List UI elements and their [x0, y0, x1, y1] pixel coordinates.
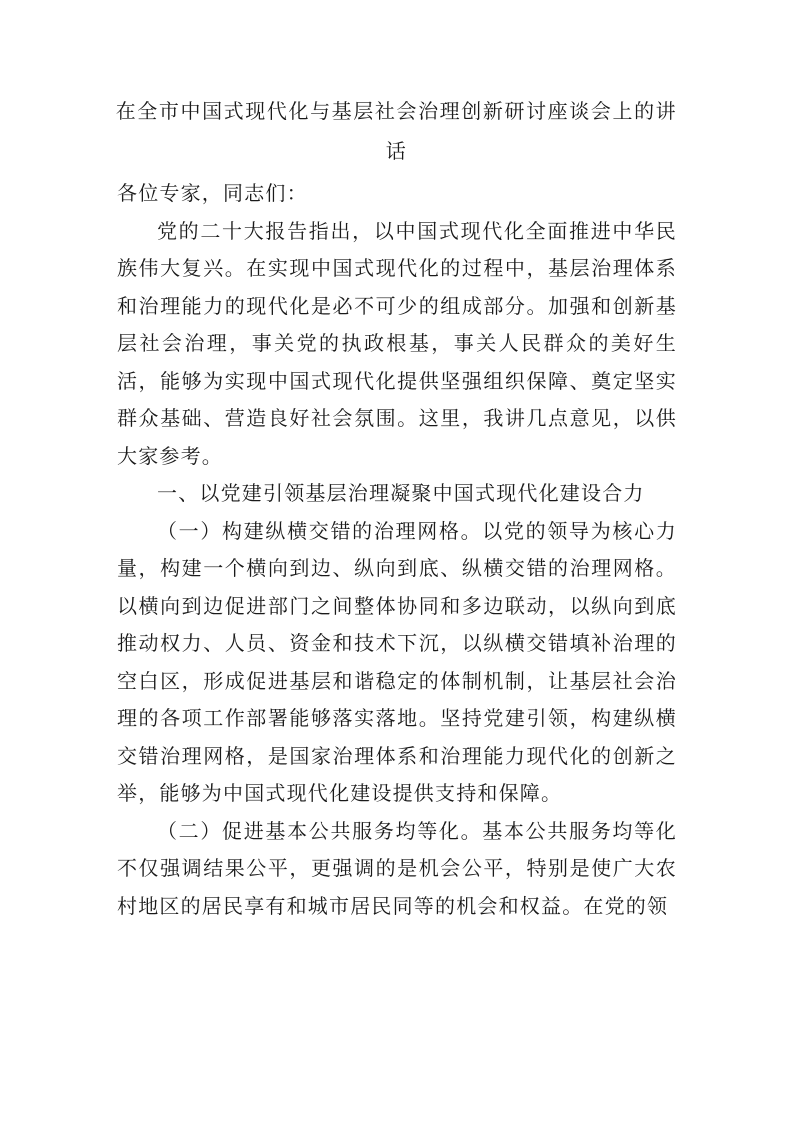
document-body: [117, 175, 677, 925]
subsection-paragraph-2: （二）促进基本公共服务均等化。基本公共服务均等化不仅强调结果公平，更强调的是机会公平，特别是使广大农村地区的居民享有和城市居民同等的机会和权益。在党的领: [117, 818, 677, 918]
section-heading: 一、以党建引领基层治理凝聚中国式现代化建设合力: [157, 481, 645, 505]
document-title: 在全市中国式现代化与基层社会治理创新研讨座谈会上的讲话: [115, 99, 678, 163]
salutation: 各位专家，同志们：: [117, 181, 308, 205]
intro-paragraph: 党的二十大报告指出，以中国式现代化全面推进中华民族伟大复兴。在实现中国式现代化的过程中，基层治理体系和治理能力的现代化是必不可少的组成部分。加强和创新基层社会治理，事关党的执政根基，事关人民群众的美好生活，能够为实现中国式现代化提供坚强组织保障、奠定坚实群众基础、营造良好社会氛围。这里，我讲几点意见，以供大家参考。: [117, 218, 677, 468]
subsection-paragraph-1: （一）构建纵横交错的治理网格。以党的领导为核心力量，构建一个横向到边、纵向到底、纵横交错的治理网格。以横向到边促进部门之间整体协同和多边联动，以纵向到底推动权力、人员、资金和技术下沉，以纵横交错填补治理的空白区，形成促进基层和谐稳定的体制机制，让基层社会治理的各项工作部署能够落实落地。坚持党建引领，构建纵横交错治理网格，是国家治理体系和治理能力现代化的创新之举，能够为中国式现代化建设提供支持和保障。: [117, 518, 677, 805]
